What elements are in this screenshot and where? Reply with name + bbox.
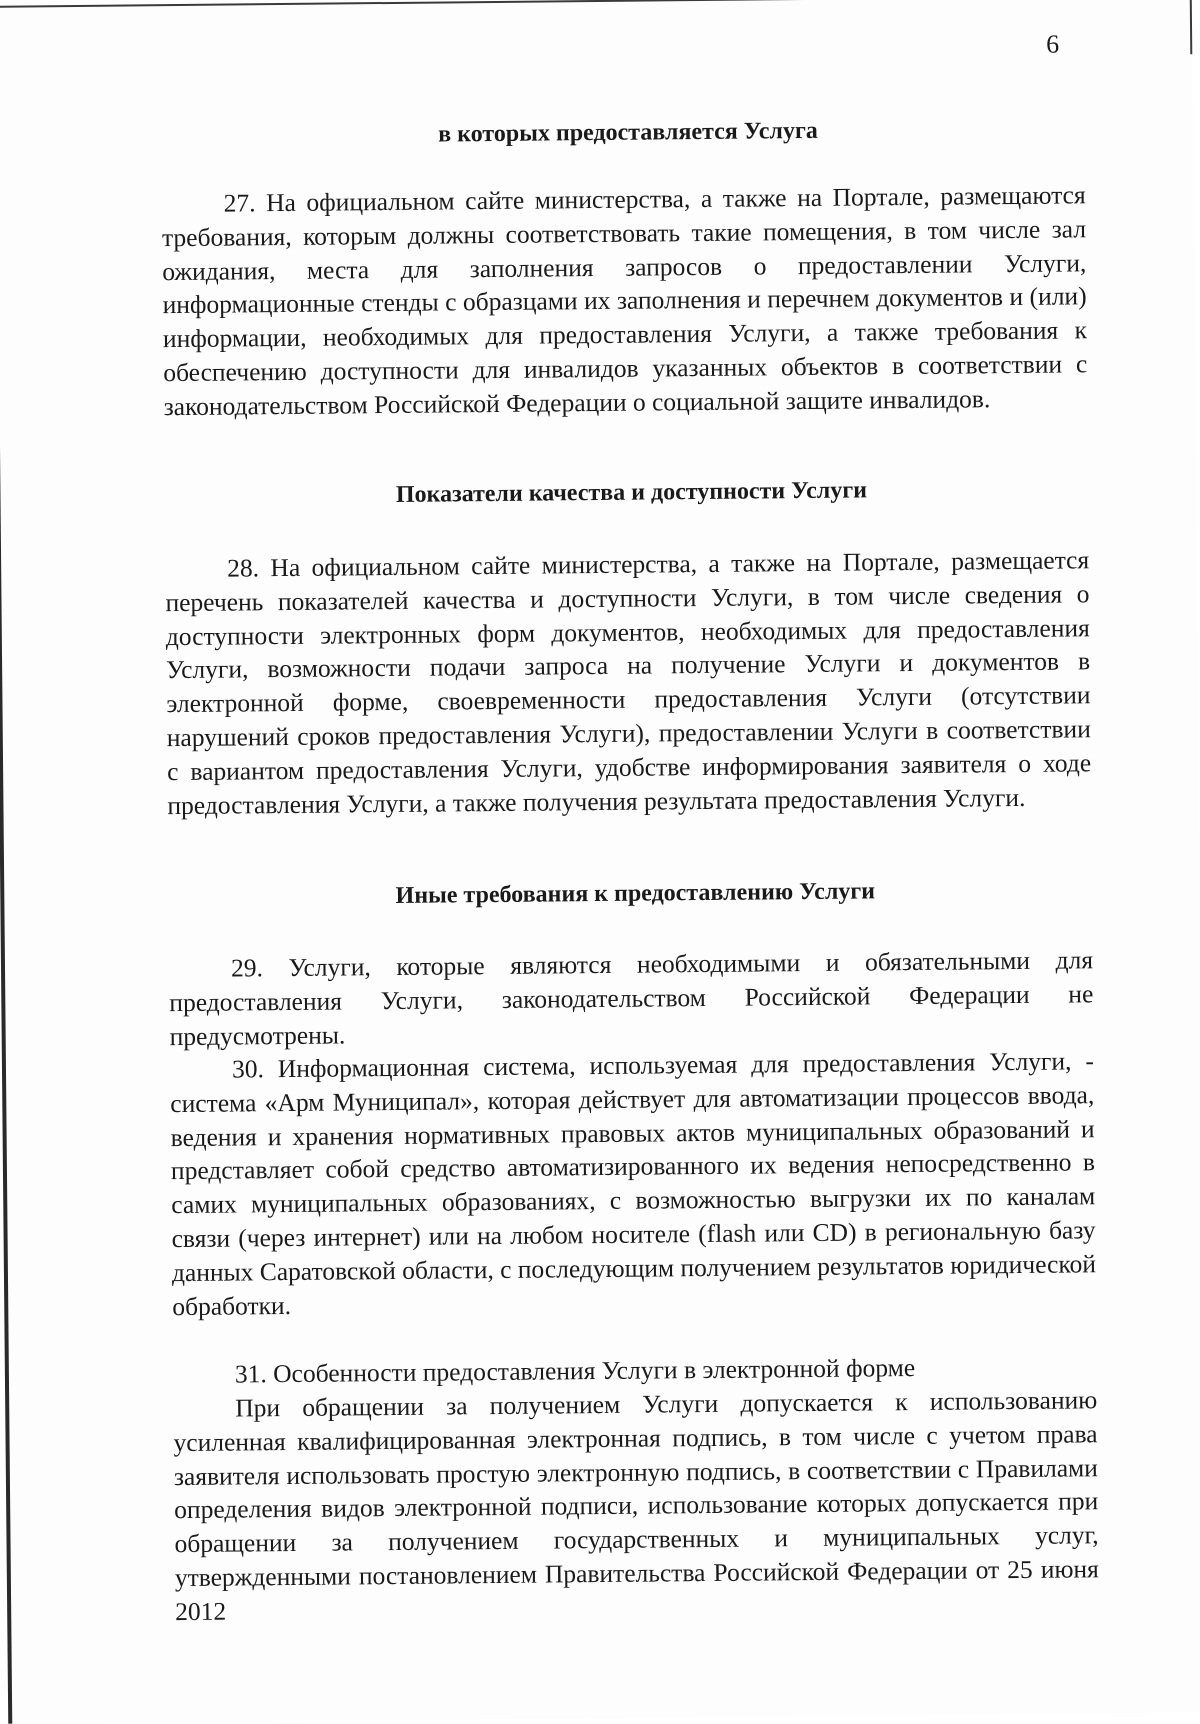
paragraph-29: 29. Услуги, которые являются необходимыми и обязательными для предоставления Услуги, законодательством Российской Федерации не предусмотрены.	[169, 945, 1094, 1051]
section-heading-other-requirements: Иные требования к предоставлению Услуги	[395, 878, 876, 909]
scan-edge-top	[0, 0, 1192, 8]
paragraph-31-title: 31. Особенности предоставления Услуги в электронной форме	[234, 1352, 916, 1389]
section-heading-premises: в которых предоставляется Услуга	[438, 117, 818, 148]
scan-edge-right	[1190, 0, 1193, 54]
paragraph-30: 30. Информационная система, используемая для предоставления Услуги, - система «Арм Муниципал», которая действует для автоматизации процессов ввода, ведения и хранения нормативных правовых актов муниципальных образований и представляет собой средство автоматизированного их ведения непосредственно в самих муниципальных образованиях, с возможностью выгрузки их по каналам связи (через интернет) или на любом носителе (flash или CD) в региональную базу данных Саратовской области, с последующим получением результатов юридической обработки.	[170, 1046, 1097, 1321]
scan-edge-left	[0, 6, 12, 1724]
paragraph-27: 27. На официальном сайте министерства, а также на Портале, размещаются требования, которым должны соответствовать такие помещения, в том числе зал ожидания, места для заполнения запросов о предоставлении Услуги, информационные стенды с образцами их заполнения и перечнем документов и (или) информации, необходимых для предоставления Услуги, а также требования к обеспечению доступности для инвалидов указанных объектов в соответствии с законодательством Российской Федерации о социальной защите инвалидов.	[161, 180, 1088, 421]
section-heading-quality: Показатели качества и доступности Услуги	[395, 477, 868, 508]
paragraph-31-body: При обращении за получением Услуги допускается к использованию усиленная квалифицированная электронная подпись, в том числе с учетом права заявителя использовать простую электронную подпись, в соответствии с Правилами определения видов электронной подписи, использование которых допускается при обращении за получением государственных и муниципальных услуг, утвержденными постановлением Правительства Российской Федерации от 25 июня 2012	[173, 1385, 1099, 1626]
page-number: 6	[1046, 29, 1060, 59]
paragraph-28: 28. На официальном сайте министерства, а также на Портале, размещается перечень показателей качества и доступности Услуги, в том числе сведения о доступности электронных форм документов, необходимых для предоставления Услуги, возможности подачи запроса на получение Услуги и документов в электронной форме, своевременности предоставления Услуги (отсутствии нарушений сроков предоставления Услуги), предоставлении Услуги в соответствии с вариантом предоставления Услуги, удобстве информирования заявителя о ходе предоставления Услуги, а также получения результата предоставления Услуги.	[165, 545, 1092, 820]
